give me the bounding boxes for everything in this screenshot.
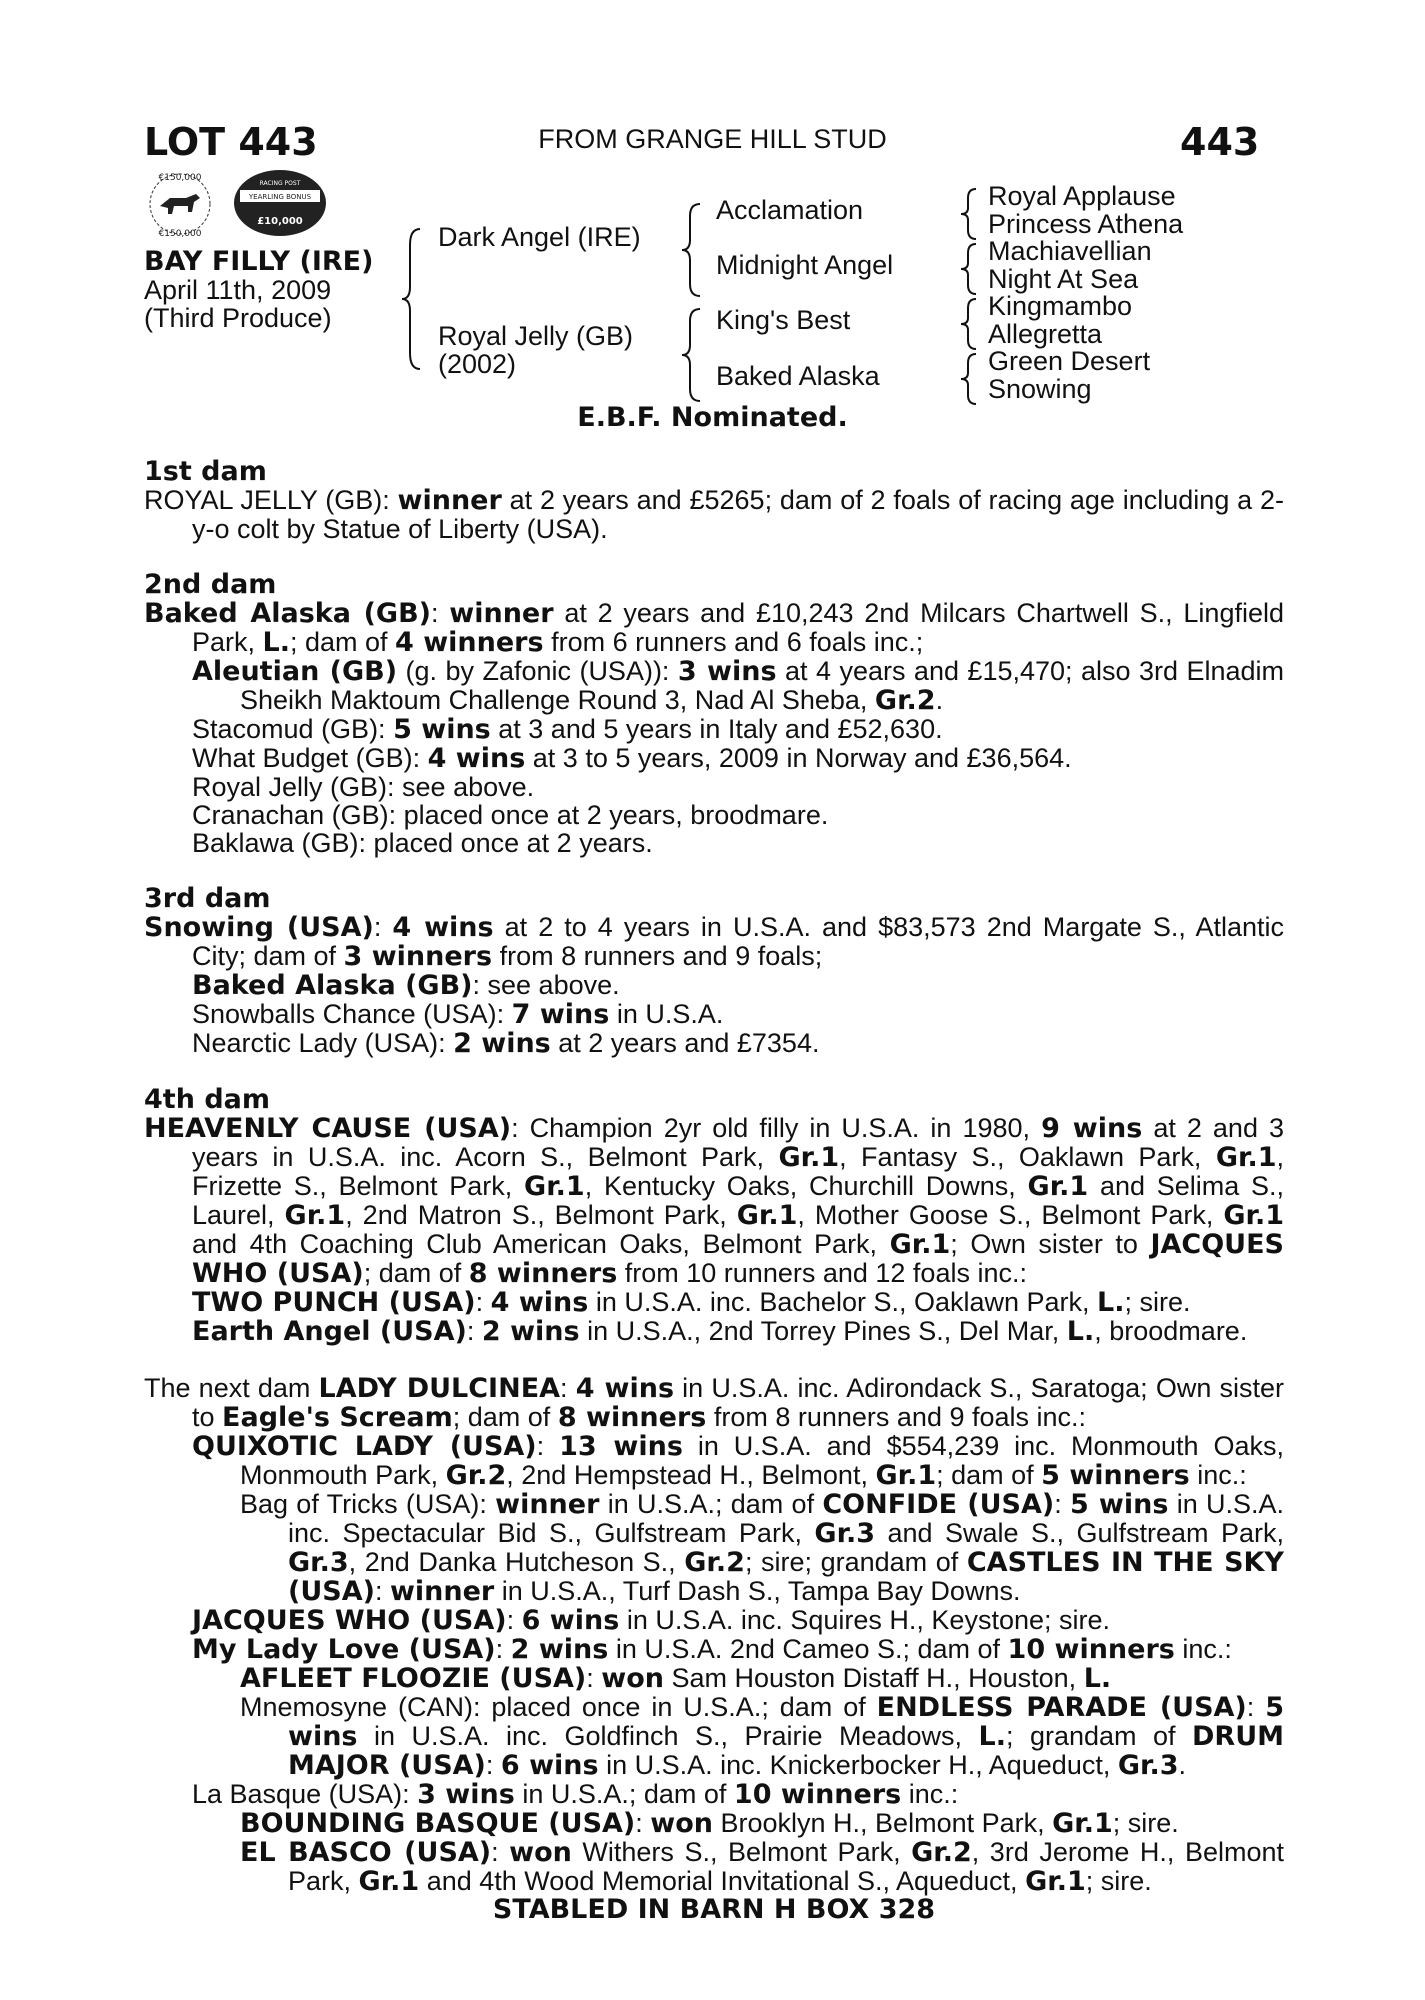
bonus-seal-top: €150,000 (158, 173, 202, 183)
lot-number: LOT 443 (144, 120, 318, 164)
pedigree-brace-gg3 (958, 296, 982, 352)
produce-entry: Mnemosyne (CAN): placed once in U.S.A.; dam of ENDLESS PARADE (USA): 5 wins in U.S.A. inc. Goldfinch S., Prairie Meadows, L.; grandam of DRUM MAJOR (USA): 6 wins in U.S.A. inc. Knickerbocker H., Aqueduct, Gr.3. (240, 1692, 1284, 1781)
pedigree-ssd: Princess Athena (988, 209, 1184, 239)
pedigree-dds: Green Desert (988, 346, 1151, 376)
section-heading-2nd-dam: 2nd dam (144, 569, 277, 600)
pedigree-sds: Machiavellian (988, 236, 1152, 266)
pedigree-brace-sire (678, 200, 708, 300)
second-dam-entry: Baked Alaska (GB): winner at 2 years and £10,243 2nd Milcars Chartwell S., Lingfield Park, L.; dam of 4 winners from 6 runners and 6 foals inc.; (144, 598, 1284, 658)
pedigree-sss: Royal Applause (988, 181, 1176, 211)
pedigree-brace-main (398, 225, 428, 375)
produce-entry: EL BASCO (USA): won Withers S., Belmont Park, Gr.2, 3rd Jerome H., Belmont Park, Gr.1 and 4th Wood Memorial Invitational S., Aqueduct, Gr.1; sire. (240, 1837, 1284, 1897)
pedigree-ss: Acclamation (716, 195, 864, 225)
pedigree-sd: Midnight Angel (716, 250, 894, 280)
produce-entry: Earth Angel (USA): 2 wins in U.S.A., 2nd Torrey Pines S., Del Mar, L., broodmare. (192, 1316, 1248, 1347)
consignor: FROM GRANGE HILL STUD (538, 124, 887, 154)
ebf-nominated: E.B.F. Nominated. (577, 402, 848, 433)
produce-entry: Stacomud (GB): 5 wins at 3 and 5 years in Italy and £52,630. (192, 714, 943, 745)
yearling-bonus-mid: YEARLING BONUS (248, 193, 312, 201)
produce-entry: Snowballs Chance (USA): 7 wins in U.S.A. (192, 999, 724, 1030)
section-heading-4th-dam: 4th dam (144, 1084, 270, 1115)
produce-entry: Royal Jelly (GB): see above. (192, 772, 535, 802)
produce-entry: Cranachan (GB): placed once at 2 years, broodmare. (192, 800, 829, 830)
stabling-info: STABLED IN BARN H BOX 328 (492, 1894, 936, 1925)
pedigree-ddd: Snowing (988, 374, 1092, 404)
produce-entry: Baked Alaska (GB): see above. (192, 970, 620, 1001)
lot-number-right: 443 (1180, 120, 1260, 164)
pedigree-brace-gg2 (958, 241, 982, 297)
pedigree-ds: King's Best (716, 305, 851, 335)
produce-entry: What Budget (GB): 4 wins at 3 to 5 years, 2009 in Norway and £36,564. (192, 743, 1072, 774)
pedigree-brace-dam (678, 305, 708, 405)
pedigree-sdd: Night At Sea (988, 264, 1139, 294)
produce-entry: La Basque (USA): 3 wins in U.S.A.; dam of 10 winners inc.: (192, 1779, 959, 1810)
produce-entry: JACQUES WHO (USA): 6 wins in U.S.A. inc. Squires H., Keystone; sire. (192, 1605, 1111, 1636)
section-heading-3rd-dam: 3rd dam (144, 883, 271, 914)
yearling-bonus-amount: £10,000 (257, 216, 303, 227)
pedigree-dsd: Allegretta (988, 319, 1103, 349)
produce-entry: QUIXOTIC LADY (USA): 13 wins in U.S.A. and $554,239 inc. Monmouth Oaks, Monmouth Park, Gr.2, 2nd Hempstead H., Belmont, Gr.1; dam of 5 winners inc.: (192, 1431, 1284, 1491)
produce-entry: AFLEET FLOOZIE (USA): won Sam Houston Distaff H., Houston, L. (240, 1663, 1112, 1694)
first-dam-entry: ROYAL JELLY (GB): winner at 2 years and £5265; dam of 2 foals of racing age including a 2-y-o colt by Statue of Liberty (USA). (144, 485, 1284, 544)
produce-entry: Aleutian (GB) (g. by Zafonic (USA)): 3 wins at 4 years and £15,470; also 3rd Elnadim Sheikh Maktoum Challenge Round 3, Nad Al Sheba, Gr.2. (192, 656, 1284, 716)
horse-name: BAY FILLY (IRE) (144, 246, 374, 277)
horse-produce: (Third Produce) (144, 303, 332, 333)
produce-entry: BOUNDING BASQUE (USA): won Brooklyn H., Belmont Park, Gr.1; sire. (240, 1808, 1179, 1839)
produce-entry: Baklawa (GB): placed once at 2 years. (192, 828, 653, 858)
pedigree-brace-gg1 (958, 186, 982, 242)
pedigree-brace-gg4 (958, 351, 982, 407)
pedigree-sire: Dark Angel (IRE) (438, 222, 641, 252)
catalogue-body (144, 458, 1284, 1924)
produce-entry: Bag of Tricks (USA): winner in U.S.A.; dam of CONFIDE (USA): 5 wins in U.S.A. inc. Spectacular Bid S., Gulfstream Park, Gr.3 and Swale S., Gulfstream Park, Gr.3, 2nd Danka Hutcheson S., Gr.2; sire; grandam of CASTLES IN THE SKY (USA): winner in U.S.A., Turf Dash S., Tampa Bay Downs. (240, 1489, 1284, 1607)
pedigree-dd: Baked Alaska (716, 361, 880, 391)
pedigree-dss: Kingmambo (988, 291, 1133, 321)
third-dam-entry: Snowing (USA): 4 wins at 2 to 4 years in U.S.A. and $83,573 2nd Margate S., Atlantic City; dam of 3 winners from 8 runners and 9 foals; (144, 912, 1284, 972)
bonus-seal-bottom: €150,000 (158, 229, 202, 239)
produce-entry: My Lady Love (USA): 2 wins in U.S.A. 2nd Cameo S.; dam of 10 winners inc.: (192, 1634, 1232, 1665)
pedigree-dam: Royal Jelly (GB) (438, 321, 634, 351)
fourth-dam-entry: HEAVENLY CAUSE (USA): Champion 2yr old filly in U.S.A. in 1980, 9 wins at 2 and 3 years in U.S.A. inc. Acorn S., Belmont Park, Gr.1, Fantasy S., Oaklawn Park, Gr.1, Frizette S., Belmont Park, Gr.1, Kentucky Oaks, Churchill Downs, Gr.1 and Selima S., Laurel, Gr.1, 2nd Matron S., Belmont Park, Gr.1, Mother Goose S., Belmont Park, Gr.1 and 4th Coaching Club American Oaks, Belmont Park, Gr.1; Own sister to JACQUES WHO (USA); dam of 8 winners from 10 runners and 12 foals inc.: (144, 1113, 1285, 1289)
pedigree-dam-year: (2002) (438, 349, 517, 379)
bonus-seal-icon (140, 168, 220, 240)
produce-entry: Nearctic Lady (USA): 2 wins at 2 years and £7354. (192, 1028, 820, 1059)
horse-dob: April 11th, 2009 (144, 275, 332, 305)
yearling-bonus-icon (232, 168, 328, 238)
next-dam-entry: The next dam LADY DULCINEA: 4 wins in U.S.A. inc. Adirondack S., Saratoga; Own sister to Eagle's Scream; dam of 8 winners from 8 runners and 9 foals inc.: (144, 1373, 1284, 1433)
horse-info (144, 248, 373, 332)
section-heading-1st-dam: 1st dam (144, 456, 267, 487)
yearling-bonus-top: RACING POST (259, 180, 301, 187)
produce-entry: TWO PUNCH (USA): 4 wins in U.S.A. inc. Bachelor S., Oaklawn Park, L.; sire. (192, 1287, 1191, 1318)
